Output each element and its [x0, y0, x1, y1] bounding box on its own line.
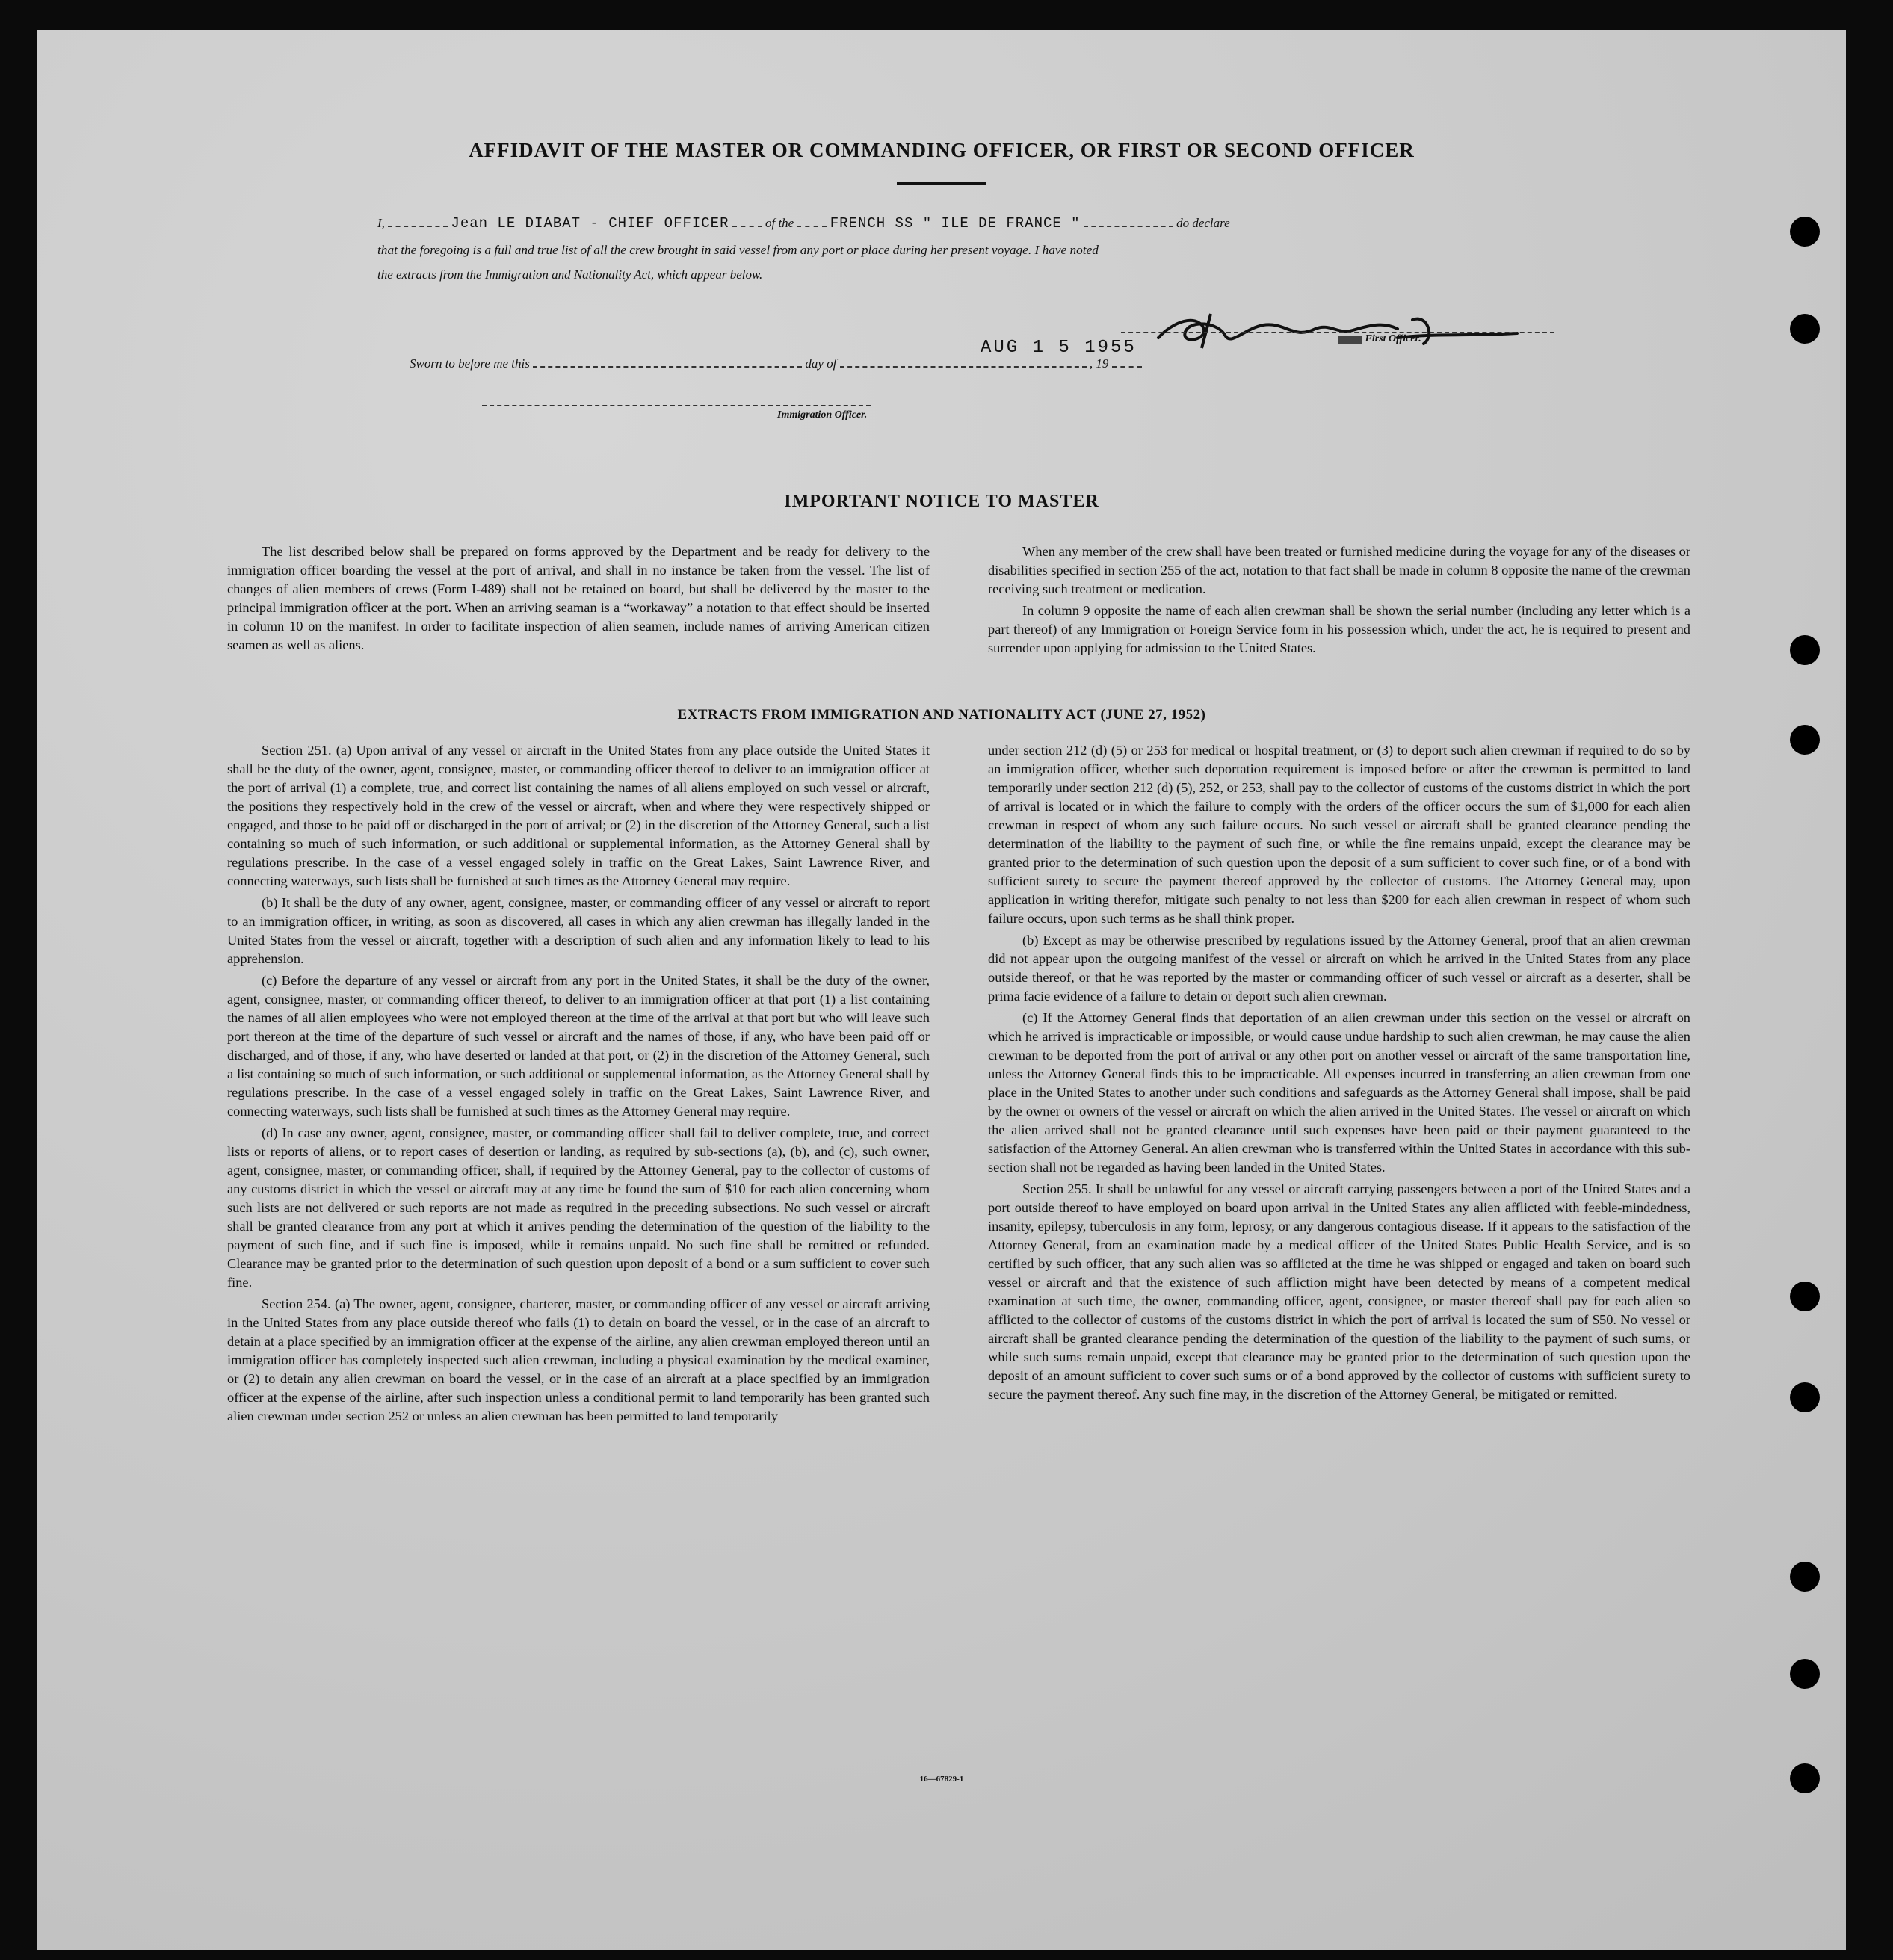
immigration-officer-label: Immigration Officer.	[777, 409, 868, 421]
notice-title: IMPORTANT NOTICE TO MASTER	[784, 492, 1099, 511]
section-254-b: (b) Except as may be otherwise prescribed by regulations issued by the Attorney General, proof that an alien crewman did not appear upon the outgoing manifest of the vessel or aircraft on which he arrived in the United States from any place outside thereof, or that he was reported by the master or commanding officer of such vessel or aircraft as a deserter, shall be prima facie evidence of a failure to detain or deport such alien crewman.	[988, 933, 1690, 1004]
year-prefix: , 19	[1089, 356, 1109, 371]
punch-hole	[1790, 725, 1820, 755]
day-of-label: day of	[805, 356, 837, 371]
section-251-c: (c) Before the departure of any vessel or aircraft from any port in the United States, it shall be the duty of the owner, agent, consignee, master, or commanding officer thereof, to deliver to an immigration officer at that port (1) a list containing the names of all alien employees who were not employed thereon at the time of the arrival at that port but who will leave such port thereon at the time of the departure of such vessel or aircraft and the names of those, if any, who have been paid off or discharged, and of those, if any, who have deserted or landed at that port, or (2) in the discretion of the Attorney General, such a list containing so much of such information, or such additional or supplemental information, as the Attorney General shall by regulations prescribe. In the case of a vessel engaged solely in traffic on the Great Lakes, Saint Lawrence River, and connecting waterways, such lists shall be furnished at such times as the Attorney General may require.	[227, 973, 930, 1119]
sworn-label: Sworn to before me this	[410, 356, 530, 371]
section-251-a: Section 251. (a) Upon arrival of any vessel or aircraft in the United States from any place outside the United States it shall be the duty of the owner, agent, consignee, master, or commanding officer thereof to deliver to an immigration officer at the port of arrival (1) a complete, true, and correct list containing the names of all aliens employed on such vessel or aircraft, the positions they respectively hold in the crew of the vessel or aircraft, when and where they were respectively shipped or engaged, and those to be paid off or discharged in the port of arrival; or (2) in the discretion of the Attorney General, such a list containing so much of such information, or such additional or supplemental information, as the Attorney General shall by regulations prescribe. In the case of a vessel engaged solely in traffic on the Great Lakes, Saint Lawrence River, and connecting waterways, such lists shall be furnished at such times as the Attorney General may require.	[227, 743, 930, 888]
document-page	[37, 30, 1846, 1950]
declarant-prefix: I,	[377, 216, 385, 230]
extracts-title: EXTRACTS FROM IMMIGRATION AND NATIONALITY ACT (JUNE 27, 1952)	[677, 707, 1206, 723]
punch-hole	[1790, 635, 1820, 665]
section-251-b: (b) It shall be the duty of any owner, agent, consignee, master, or commanding officer of any vessel or aircraft to report to an immigration officer, in writing, as soon as discovered, all cases in which any alien crewman has illegally landed in the United States from the vessel or aircraft, together with a description of such alien and any information likely to lead to his apprehension.	[227, 895, 930, 966]
extracts-right-column	[988, 741, 1690, 1407]
fill-line	[533, 356, 802, 368]
punch-hole	[1790, 1382, 1820, 1412]
of-label: of the	[765, 216, 794, 230]
section-254-c: (c) If the Attorney General finds that deportation of an alien crewman under this section on the vessel or aircraft on which he arrived is impracticable or impossible, or would cause undue hardship to such alien crewman, he may cause the alien crewman to be deported from the port of arrival or any other port on another vessel or aircraft of the same transportation line, unless the Attorney General finds this to be impracticable. All expenses incurred in transferring an alien crewman from one place in the United States to another under such conditions and safeguards as the Attorney General shall impose, shall be paid by the owner or owners of the vessel or aircraft on which the alien arrived in the United States. The vessel or aircraft on which the alien arrived shall not be granted clearance until such expenses have been paid or their payment guaranteed to the satisfaction of the Attorney General. An alien crewman who is transferred within the United States in accordance with this sub-section shall not be regarded as having been landed in the United States.	[988, 1010, 1690, 1175]
fill-line	[797, 215, 827, 227]
notice-left-column	[227, 542, 930, 658]
form-code: 16—67829-1	[919, 1775, 964, 1784]
notice-right-text-2: In column 9 opposite the name of each alien crewman shall be shown the serial number (including any letter which is a part thereof) of any Immigration or Foreign Service form in his possession which, under the act, he is required to present and surrender upon applying for admission to the United States.	[988, 603, 1690, 655]
fill-line	[840, 356, 1087, 368]
officer-signature	[1114, 299, 1532, 359]
punch-hole	[1790, 1282, 1820, 1311]
declarant-name: Jean LE DIABAT - CHIEF OFFICER	[451, 215, 729, 232]
affidavit-title: AFFIDAVIT OF THE MASTER OR COMMANDING OFFICER, OR FIRST OR SECOND OFFICER	[469, 139, 1415, 161]
notice-left-text: The list described below shall be prepared on forms approved by the Department and be ready for delivery to the immigration officer boarding the vessel at the port of arrival, and shall in no instance be taken from the vessel. The list of changes of alien members of crews (Form I-489) shall not be retained on board, but shall be delivered by the master to the principal immigration officer at the port. When an arriving seaman is a “workaway” a notation to that effect should be inserted in column 10 on the manifest. In order to facilitate inspection of alien seamen, include names of arriving American citizen seamen as well as aliens.	[227, 544, 930, 652]
punch-hole	[1790, 314, 1820, 344]
struck-master-text: XXXXX	[1338, 336, 1363, 344]
fill-line	[388, 215, 448, 227]
officer-caption: XXXXX First Officer.	[1338, 333, 1421, 344]
fill-line	[1112, 356, 1142, 368]
fill-line	[732, 215, 762, 227]
punch-hole	[1790, 1562, 1820, 1592]
notice-right-text-1: When any member of the crew shall have been treated or furnished medicine during the voyage for any of the diseases or disabilities specified in section 255 of the act, notation to that fact shall be made in column 8 opposite the name of the crewman receiving such treatment or medication.	[988, 544, 1690, 596]
notice-right-column	[988, 542, 1690, 661]
declaration-line-1	[377, 215, 1230, 232]
title-underline	[897, 182, 986, 185]
section-255: Section 255. It shall be unlawful for any vessel or aircraft carrying passengers between a port of the United States and a port outside thereof to have employed on board upon arrival in the United States any alien afflicted with feeble-mindedness, insanity, epilepsy, tuberculosis in any form, leprosy, or any dangerous contagious disease. If it appears to the satisfaction of the Attorney General, from an examination made by a medical officer of the United States Public Health Service, and is so certified by such officer, that any such alien was so afflicted at the time he was shipped or engaged and taken on board such vessel or aircraft and that the existence of such affliction might have been detected by means of a competent medical examination at such time, the owner, commanding officer, agent, consignee, or master thereof shall pay for each alien so afflicted to the collector of customs of the customs district in which the port of arrival is located the sum of $50. No vessel or aircraft shall be granted clearance pending the determination of the question of the liability to the payment of such sums, or while such sums remain unpaid, except that clearance may be granted prior to the determination of such question upon the deposit of an amount sufficient to cover such sums or of a bond approved by the collector of customs with sufficient surety to secure the payment thereof. Any such fine may, in the discretion of the Attorney General, be mitigated or remitted.	[988, 1181, 1690, 1402]
punch-hole	[1790, 1659, 1820, 1689]
received-date-stamp: AUG 1 5 1955	[981, 338, 1137, 358]
declaration-line-3: the extracts from the Immigration and Nationality Act, which appear below.	[377, 268, 763, 282]
section-254-a: Section 254. (a) The owner, agent, consignee, charterer, master, or commanding officer of any vessel or aircraft arriving in the United States from any place outside thereof who fails (1) to detain on board the vessel, or in the case of an aircraft to detain at a place specified by an immigration officer at the expense of the airline, any alien crewman employed thereon until an immigration officer has completely inspected such alien crewman, including a physical examination by the medical examiner, or (2) to detain any alien crewman on board the vessel, or in the case of an aircraft at a place specified by an immigration officer at the expense of the airline, after such inspection unless a conditional permit to land temporarily has been granted such alien crewman under section 252 or unless an alien crewman has been permitted to land temporarily	[227, 1296, 930, 1423]
declaration-line-2: that the foregoing is a full and true list of all the crew brought in said vessel from any port or place during her present voyage. I have noted	[377, 243, 1099, 257]
immigration-officer-line	[482, 405, 871, 406]
extracts-left-column	[227, 741, 930, 1429]
vessel-name: FRENCH SS " ILE DE FRANCE "	[830, 215, 1081, 232]
section-254-a-cont: under section 212 (d) (5) or 253 for medical or hospital treatment, or (3) to deport such alien crewman if required to do so by an immigration officer, whether such deportation requirement is imposed before or after the crewman is permitted to land temporarily under section 212 (d) (5), 252, or 253, shall pay to the collector of customs of the customs district in which the port of arrival is located or in which the failure to comply with the orders of the officer occurs the sum of $1,000 for each alien crewman in respect of whom any such failure occurs. No such vessel or aircraft shall be granted clearance pending the determination of the liability to the payment of such fine, or while the fine remains unpaid, except the clearance may be granted prior to the determination of such question upon the deposit of a sum sufficient to cover such fine, or of a bond with sufficient surety to secure the payment thereof approved by the collector of customs. The Attorney General may, upon application in writing therefor, mitigate such penalty to not less than $200 for each alien crewman in respect of whom such failure occurs, upon such terms as he shall think proper.	[988, 743, 1690, 926]
sworn-line	[410, 356, 1142, 371]
do-declare: do declare	[1176, 216, 1230, 230]
punch-hole	[1790, 217, 1820, 247]
fill-line	[1084, 215, 1173, 227]
section-251-d: (d) In case any owner, agent, consignee, master, or commanding officer shall fail to deliver complete, true, and correct lists or reports of aliens, or to report cases of desertion or landing, as required by sub-sections (a), (b), and (c), such owner, agent, consignee, master, or commanding officer, shall, if required by the Attorney General, pay to the collector of customs of any customs district in which the vessel or aircraft may at any time be found the sum of $10 for each alien concerning whom such lists are not delivered or such reports are not made as required in the preceding subsections. No such vessel or aircraft shall be granted clearance from any port at which it arrives pending the determination of the question of the liability to the payment of such fine, and if such fine is imposed, while it remains unpaid. No such fine shall be remitted or refunded. Clearance may be granted prior to the determination of such question upon deposit of a bond or a sum sufficient to cover such fine.	[227, 1125, 930, 1290]
